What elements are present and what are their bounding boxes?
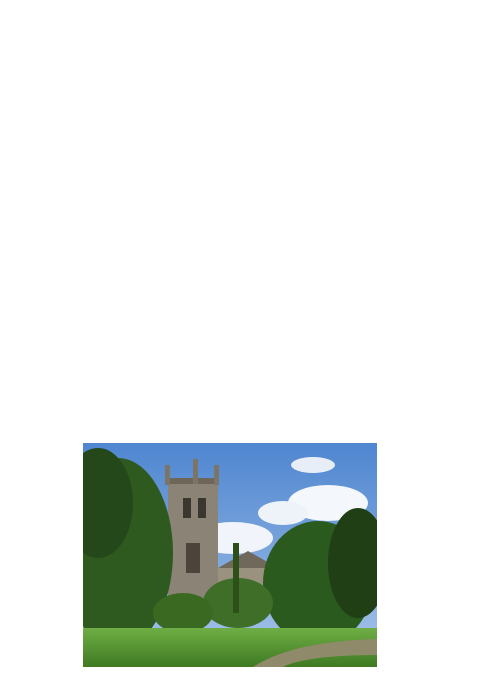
- church-photo: [83, 443, 377, 667]
- church-photo-illustration: [83, 443, 377, 667]
